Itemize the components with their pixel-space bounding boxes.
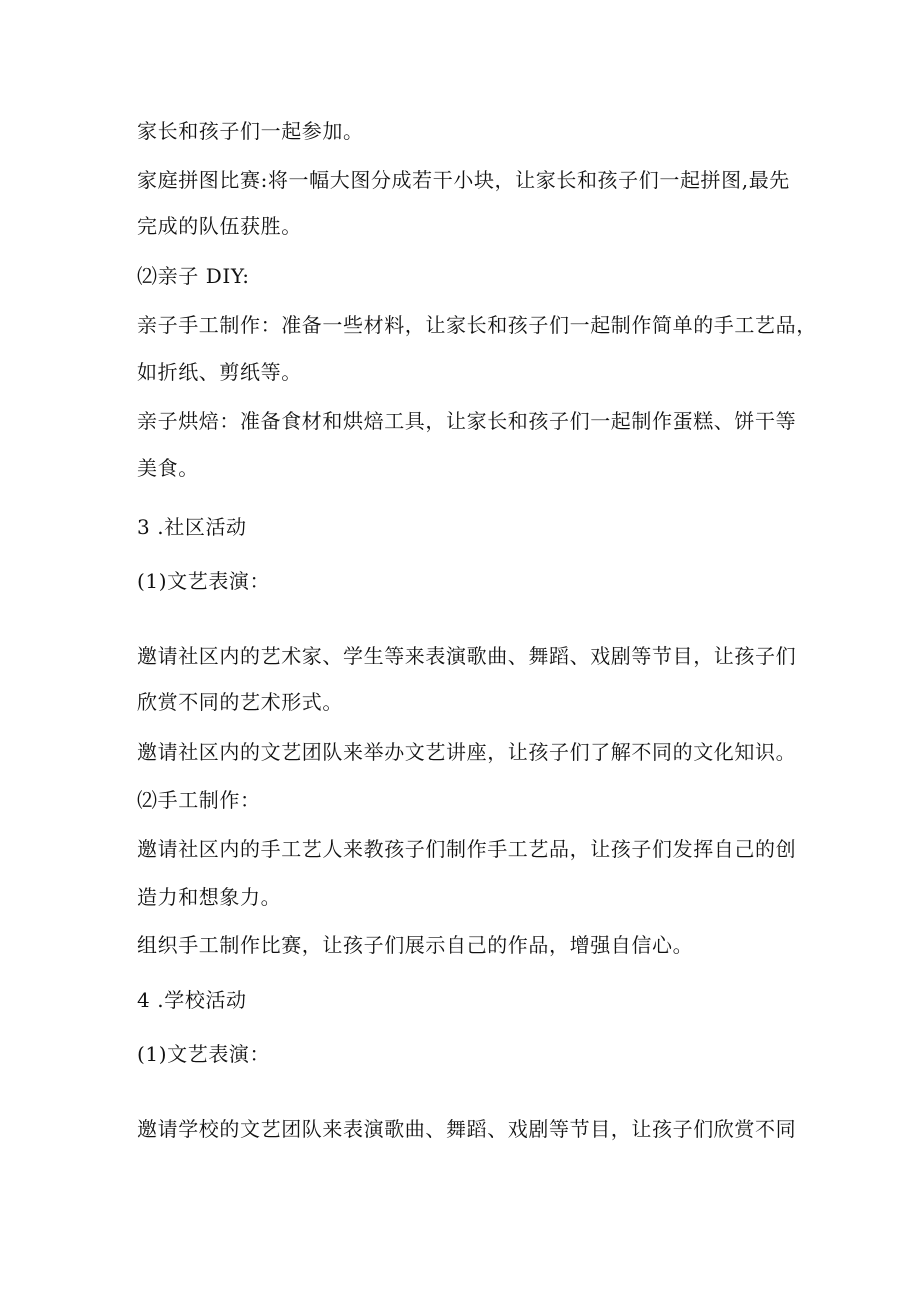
paragraph-line: 邀请社区内的艺术家、学生等来表演歌曲、舞蹈、戏剧等节目，让孩子们	[137, 644, 797, 668]
subsection-heading: ⑵手工制作：	[137, 788, 261, 812]
subsection-heading: ⑵亲子 DIY:	[137, 264, 250, 288]
paragraph-line: 亲子手工制作：准备一些材料，让家长和孩子们一起制作简单的手工艺品，	[137, 313, 817, 337]
paragraph-line: 邀请社区内的手工艺人来教孩子们制作手工艺品，让孩子们发挥自己的创	[137, 837, 797, 861]
section-heading: 3 .社区活动	[137, 515, 247, 539]
paragraph-line: 完成的队伍获胜。	[137, 214, 302, 238]
subsection-heading: (1)文艺表演：	[137, 569, 271, 593]
paragraph-line: 邀请社区内的文艺团队来举办文艺讲座，让孩子们了解不同的文化知识。	[137, 740, 797, 764]
paragraph-line: 家庭拼图比赛:将一幅大图分成若干小块，让家长和孩子们一起拼图,最先	[137, 168, 790, 192]
paragraph-line: 如折纸、剪纸等。	[137, 360, 302, 384]
paragraph-line: 欣赏不同的艺术形式。	[137, 690, 343, 714]
paragraph-line: 造力和想象力。	[137, 885, 282, 909]
paragraph-line: 组织手工制作比赛，让孩子们展示自己的作品，增强自信心。	[137, 933, 694, 957]
section-heading: 4 .学校活动	[137, 988, 247, 1012]
subsection-heading: (1)文艺表演：	[137, 1042, 271, 1066]
paragraph-line: 邀请学校的文艺团队来表演歌曲、舞蹈、戏剧等节目，让孩子们欣赏不同	[137, 1117, 797, 1141]
paragraph-line: 美食。	[137, 456, 199, 480]
paragraph-line: 亲子烘焙：准备食材和烘焙工具，让家长和孩子们一起制作蛋糕、饼干等	[137, 409, 797, 433]
paragraph-line: 家长和孩子们一起参加。	[137, 119, 364, 143]
